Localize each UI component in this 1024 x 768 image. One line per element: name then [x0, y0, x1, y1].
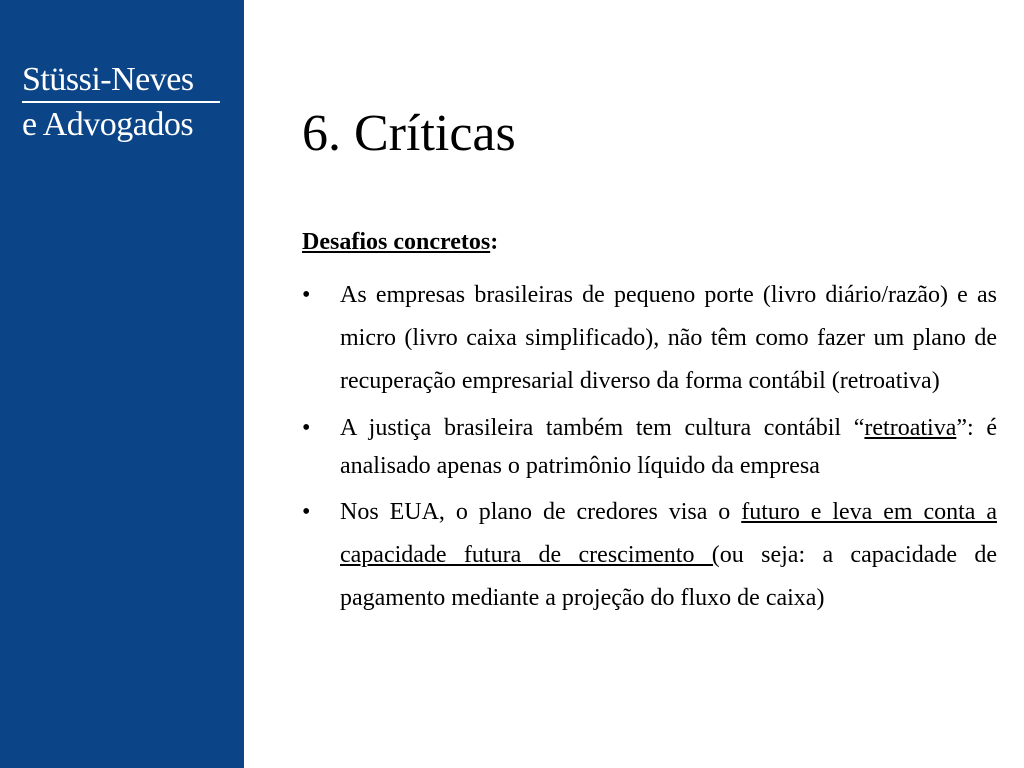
- bullet-underlined-text: retroativa: [864, 415, 957, 441]
- slide-title: 6. Críticas: [302, 105, 516, 162]
- bullet-text: Nos EUA, o plano de credores visa o: [340, 499, 742, 525]
- bullet-dot-icon: •: [302, 415, 311, 441]
- bullet-underlined-text: futuro e leva em conta a capacidade futura de crescimento (: [340, 499, 997, 568]
- sidebar-panel: [0, 0, 244, 768]
- bullet-text: As empresas brasileiras de pequeno porte (livro diário/razão) e as micro (livro caixa simplificado), não têm como fazer um plano de recuperação empresarial diverso da forma contábil (retroativa): [340, 282, 997, 394]
- bullet-item: [302, 409, 997, 485]
- section-heading-text: Desafios concretos: [302, 229, 491, 255]
- bullet-dot-icon: •: [302, 499, 311, 525]
- bullet-dot-icon: •: [302, 282, 311, 308]
- logo-line-1: Stüssi-Neves: [22, 61, 194, 98]
- logo-divider: [22, 101, 220, 103]
- bullet-text: ”: é analisado apenas o patrimônio líquido da empresa: [340, 415, 997, 479]
- section-heading: [302, 226, 498, 258]
- bullet-item: [302, 491, 997, 620]
- section-heading-colon: :: [490, 229, 499, 255]
- firm-logo: [22, 60, 222, 145]
- bullet-item: [302, 274, 997, 403]
- bullet-list: [302, 274, 997, 620]
- bullet-text: ou seja: a capacidade de pagamento mediante a projeção do fluxo de caixa): [340, 542, 997, 611]
- bullet-text: A justiça brasileira também tem cultura contábil “: [340, 415, 865, 441]
- logo-line-2: e Advogados: [22, 106, 194, 143]
